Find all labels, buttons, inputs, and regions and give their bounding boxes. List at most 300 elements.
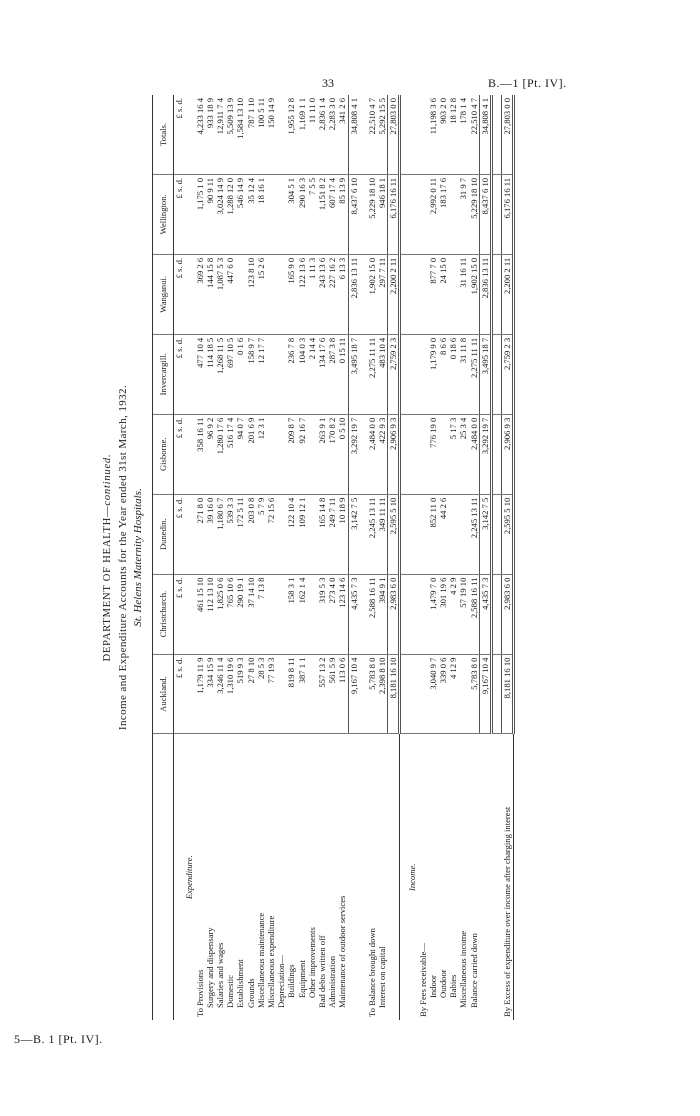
- amount-cell: [235, 254, 245, 334]
- column-header: Wanganui.: [153, 254, 174, 334]
- amount-cell: 1,479 7 0: [428, 574, 438, 654]
- spacer-cell: [359, 574, 367, 654]
- amount-cell: 172 5 11: [235, 494, 245, 574]
- column-header: [153, 734, 174, 1020]
- amount-cell: 6,176 16 11: [388, 174, 400, 254]
- spacer-cell: [184, 334, 194, 414]
- amount-cell: 4 2 9: [448, 574, 458, 654]
- report-subtitle: St. Helens Maternity Hospitals.: [132, 488, 144, 627]
- amount-cell: 776 19 0: [428, 414, 438, 494]
- heading-block: [100, 95, 144, 1020]
- column-header: Totals.: [153, 95, 174, 174]
- spacer-cell: [407, 174, 417, 254]
- amount-cell: 2,283 3 0: [327, 95, 337, 174]
- accounts-table: [152, 95, 515, 1020]
- amount-cell: 134 17 6: [317, 334, 327, 414]
- amount-cell: 123 8 10: [246, 254, 256, 334]
- amount-cell: 1,179 11 9: [195, 654, 205, 734]
- spacer-cell: [407, 414, 417, 494]
- spacer-cell: [492, 254, 502, 334]
- amount-cell: 37 14 10: [246, 574, 256, 654]
- spacer-cell: [492, 95, 502, 174]
- amount-cell: [266, 174, 276, 254]
- amount-cell: 341 2 6: [337, 95, 348, 174]
- amount-cell: 72 15 6: [266, 494, 276, 574]
- row-label: Surgery and dispensary: [204, 927, 215, 1008]
- income-heading: Income.: [407, 863, 418, 891]
- column-header: Auckland.: [153, 654, 174, 734]
- amount-cell: 2,275 11 11: [469, 334, 480, 414]
- amount-cell: 3,040 9 7: [428, 654, 438, 734]
- amount-cell: 236 7 8: [286, 334, 296, 414]
- amount-cell: 1,280 17 6: [215, 414, 225, 494]
- amount-cell: 1,902 15 0: [367, 254, 377, 334]
- income-total-row: [479, 95, 491, 1020]
- amount-cell: 1,825 0 6: [215, 574, 225, 654]
- amount-cell: [418, 654, 428, 734]
- spacer-cell: [407, 95, 417, 174]
- expenditure-row: [225, 95, 235, 1020]
- amount-cell: 34,808 4 1: [348, 95, 359, 174]
- amount-cell: 369 2 6: [195, 254, 205, 334]
- spacer-row: [359, 95, 367, 1020]
- amount-cell: 27 8 10: [246, 654, 256, 734]
- expenditure-heading: Expenditure.: [184, 855, 195, 900]
- expenditure-row: [215, 95, 225, 1020]
- spacer-cell: [184, 654, 194, 734]
- amount-cell: 557 13 2: [317, 654, 327, 734]
- amount-cell: 946 18 1: [377, 174, 388, 254]
- amount-cell: 5,783 8 0: [469, 654, 480, 734]
- amount-cell: 290 19 1: [235, 574, 245, 654]
- amount-cell: 4,233 16 4: [195, 95, 205, 174]
- amount-cell: 31 16 11: [458, 254, 468, 334]
- amount-cell: 77 19 3: [266, 654, 276, 734]
- amount-cell: 334 15 9: [205, 654, 215, 734]
- amount-cell: 933 18 9: [205, 95, 215, 174]
- amount-cell: 5,229 18 10: [469, 174, 480, 254]
- column-header: Gisborne.: [153, 414, 174, 494]
- amount-cell: 0 15 11: [337, 334, 348, 414]
- amount-cell: 263 9 1: [317, 414, 327, 494]
- amount-cell: 1 11 3: [307, 254, 317, 334]
- row-label: Maintenance of outdoor services: [337, 895, 348, 1008]
- units-cell: £ s. d.: [174, 334, 185, 414]
- amount-cell: 5,509 13 9: [225, 95, 235, 174]
- amount-cell: 2,275 11 11: [367, 334, 377, 414]
- amount-cell: 0 5 10: [337, 414, 348, 494]
- amount-cell: 546 14 9: [235, 174, 245, 254]
- spacer-cell: [407, 254, 417, 334]
- spacer-cell: [184, 414, 194, 494]
- row-label: Miscellaneous expenditure: [266, 915, 277, 1008]
- amount-cell: 516 17 4: [225, 414, 235, 494]
- expenditure-row: [256, 95, 266, 1020]
- amount-cell: 3,024 14 9: [215, 174, 225, 254]
- amount-cell: 31 9 7: [458, 174, 468, 254]
- amount-cell: 461 15 10: [195, 574, 205, 654]
- amount-cell: [448, 494, 458, 574]
- amount-cell: 3,142 7 5: [348, 494, 359, 574]
- amount-cell: 25 3 4: [458, 414, 468, 494]
- amount-cell: [307, 574, 317, 654]
- row-label: Outdoor: [438, 969, 449, 998]
- amount-cell: 92 16 7: [297, 414, 307, 494]
- spacer-cell: [400, 174, 408, 254]
- balance-total-row: [388, 95, 400, 1020]
- amount-cell: 819 8 11: [286, 654, 296, 734]
- amount-cell: 5,229 18 10: [367, 174, 377, 254]
- amount-cell: 165 9 0: [286, 254, 296, 334]
- amount-cell: [307, 654, 317, 734]
- column-header: Wellington.: [153, 174, 174, 254]
- amount-cell: 394 9 1: [377, 574, 388, 654]
- amount-cell: 2,588 16 11: [367, 574, 377, 654]
- expenditure-row: [276, 95, 286, 1020]
- units-cell: £ s. d.: [174, 95, 185, 174]
- spacer-cell: [407, 334, 417, 414]
- spacer-cell: [492, 574, 502, 654]
- amount-cell: 5,783 8 0: [367, 654, 377, 734]
- amount-cell: 90 9 11: [205, 174, 215, 254]
- income-row: [458, 95, 468, 1020]
- row-label: Interest on capital: [377, 946, 388, 1008]
- amount-cell: 8,181 16 10: [502, 654, 514, 734]
- row-label: Domestic: [225, 975, 236, 1008]
- amount-cell: 483 10 4: [377, 334, 388, 414]
- amount-cell: 94 0 7: [235, 414, 245, 494]
- amount-cell: [266, 414, 276, 494]
- amount-cell: 1,902 15 0: [469, 254, 480, 334]
- page-number: 33: [322, 76, 334, 90]
- row-label: Administration: [327, 955, 338, 1008]
- row-label: [388, 734, 400, 1020]
- amount-cell: 104 0 3: [297, 334, 307, 414]
- units-cell: £ s. d.: [174, 414, 185, 494]
- amount-cell: 27,803 0 0: [388, 95, 400, 174]
- amount-cell: 201 6 9: [246, 414, 256, 494]
- row-label: By Excess of expenditure over income after charging interest: [502, 734, 514, 1020]
- amount-cell: 9,167 10 4: [479, 654, 491, 734]
- amount-cell: [418, 574, 428, 654]
- balance-row: [367, 95, 377, 1020]
- amount-cell: 8,181 16 10: [388, 654, 400, 734]
- amount-cell: 358 16 11: [195, 414, 205, 494]
- spacer-cell: [184, 254, 194, 334]
- amount-cell: 178 1 4: [458, 95, 468, 174]
- units-label: [174, 734, 185, 1020]
- amount-cell: 44 2 6: [438, 494, 448, 574]
- spacer-cell: [400, 254, 408, 334]
- amount-cell: 2,906 9 3: [502, 414, 514, 494]
- row-label: To Balance brought down: [366, 928, 377, 1017]
- row-label: Miscellaneous income: [458, 930, 469, 1008]
- income-heading-row: [407, 95, 417, 1020]
- amount-cell: [448, 254, 458, 334]
- spacer-cell: [492, 334, 502, 414]
- amount-cell: [458, 654, 468, 734]
- row-label: Equipment: [296, 960, 307, 998]
- continued-label: continued.: [102, 453, 113, 506]
- column-header-row: [153, 95, 174, 1020]
- row-label: [348, 734, 359, 1020]
- amount-cell: 28 5 3: [256, 654, 266, 734]
- amount-cell: 112 13 10: [205, 574, 215, 654]
- amount-cell: 0 18 6: [448, 334, 458, 414]
- amount-cell: 301 19 6: [438, 574, 448, 654]
- amount-cell: 1,175 1 0: [195, 174, 205, 254]
- amount-cell: [276, 414, 286, 494]
- amount-cell: 697 10 5: [225, 334, 235, 414]
- amount-cell: 34,808 4 1: [479, 95, 491, 174]
- amount-cell: 1,180 6 7: [215, 494, 225, 574]
- amount-cell: 113 0 6: [337, 654, 348, 734]
- amount-cell: 18 16 1: [256, 174, 266, 254]
- units-cell: £ s. d.: [174, 174, 185, 254]
- amount-cell: [418, 254, 428, 334]
- amount-cell: 0 1 6: [235, 334, 245, 414]
- amount-cell: 11 11 0: [307, 95, 317, 174]
- amount-cell: 100 5 11: [256, 95, 266, 174]
- amount-cell: 349 11 11: [377, 494, 388, 574]
- row-label: By Fees receivable—: [417, 943, 428, 1017]
- units-cell: £ s. d.: [174, 574, 185, 654]
- amount-cell: 5 17 3: [448, 414, 458, 494]
- amount-cell: [307, 494, 317, 574]
- spacer-cell: [359, 174, 367, 254]
- row-label: [479, 734, 491, 1020]
- amount-cell: 539 3 3: [225, 494, 235, 574]
- amount-cell: 387 1 1: [297, 654, 307, 734]
- income-row: [469, 95, 480, 1020]
- amount-cell: [458, 494, 468, 574]
- column-header: Christchurch.: [153, 574, 174, 654]
- amount-cell: [276, 334, 286, 414]
- expenditure-row: [327, 95, 337, 1020]
- spacer-row: [400, 95, 408, 1020]
- expenditure-row: [266, 95, 276, 1020]
- amount-cell: 787 1 10: [246, 95, 256, 174]
- expenditure-row: [195, 95, 205, 1020]
- amount-cell: 22,510 4 7: [469, 95, 480, 174]
- amount-cell: 1,310 19 6: [225, 654, 235, 734]
- amount-cell: 249 7 11: [327, 494, 337, 574]
- amount-cell: 5,292 15 5: [377, 95, 388, 174]
- spacer-cell: [400, 334, 408, 414]
- amount-cell: 150 14 9: [266, 95, 276, 174]
- column-header: Dunedin.: [153, 494, 174, 574]
- expenditure-row: [337, 95, 348, 1020]
- amount-cell: [418, 174, 428, 254]
- spacer-cell: [359, 254, 367, 334]
- spacer-cell: [407, 574, 417, 654]
- amount-cell: 170 8 2: [327, 414, 337, 494]
- row-label: Babies: [448, 974, 459, 998]
- amount-cell: 2,588 16 11: [469, 574, 480, 654]
- amount-cell: 6 13 3: [337, 254, 348, 334]
- income-row: [438, 95, 448, 1020]
- amount-cell: 12 3 1: [256, 414, 266, 494]
- amount-cell: 35 12 4: [246, 174, 256, 254]
- amount-cell: 7 5 5: [307, 174, 317, 254]
- row-label: Other improvements: [306, 927, 317, 998]
- amount-cell: 8 6 6: [438, 334, 448, 414]
- units-cell: £ s. d.: [174, 654, 185, 734]
- amount-cell: 162 1 4: [297, 574, 307, 654]
- amount-cell: 3,142 7 5: [479, 494, 491, 574]
- amount-cell: 519 9 3: [235, 654, 245, 734]
- amount-cell: [438, 414, 448, 494]
- amount-cell: 227 16 2: [327, 254, 337, 334]
- amount-cell: 27,803 0 0: [502, 95, 514, 174]
- amount-cell: 477 10 4: [195, 334, 205, 414]
- spacer-cell: [492, 174, 502, 254]
- units-cell: £ s. d.: [174, 254, 185, 334]
- department-title: [102, 95, 113, 1020]
- amount-cell: 96 9 2: [205, 414, 215, 494]
- amount-cell: [276, 574, 286, 654]
- row-label: Grounds: [245, 978, 256, 1008]
- amount-cell: 15 2 6: [256, 254, 266, 334]
- spacer-cell: [400, 574, 408, 654]
- income-row: [418, 95, 428, 1020]
- amount-cell: 1,151 8 2: [317, 174, 327, 254]
- amount-cell: 39 16 0: [205, 494, 215, 574]
- amount-cell: 31 11 8: [458, 334, 468, 414]
- row-label: Depreciation—: [276, 955, 287, 1008]
- amount-cell: [266, 574, 276, 654]
- amount-cell: 22,510 4 7: [367, 95, 377, 174]
- spacer-cell: [359, 334, 367, 414]
- amount-cell: 9,167 10 4: [348, 654, 359, 734]
- spacer-cell: [359, 494, 367, 574]
- spacer-cell: [407, 494, 417, 574]
- spacer-cell: [184, 174, 194, 254]
- amount-cell: 2,398 8 10: [377, 654, 388, 734]
- amount-cell: 903 2 0: [438, 95, 448, 174]
- amount-cell: 3,495 18 7: [479, 334, 491, 414]
- amount-cell: 203 0 8: [246, 494, 256, 574]
- amount-cell: 2,836 13 11: [479, 254, 491, 334]
- expenditure-row: [307, 95, 317, 1020]
- amount-cell: 304 5 1: [286, 174, 296, 254]
- amount-cell: 6,176 16 11: [502, 174, 514, 254]
- amount-cell: [418, 334, 428, 414]
- spacer-cell: [400, 95, 408, 174]
- amount-cell: 2,759 2 3: [502, 334, 514, 414]
- amount-cell: 209 8 7: [286, 414, 296, 494]
- amount-cell: 561 5 9: [327, 654, 337, 734]
- amount-cell: 2,992 0 11: [428, 174, 438, 254]
- amount-cell: 109 12 1: [297, 494, 307, 574]
- amount-cell: 4,435 7 3: [348, 574, 359, 654]
- amount-cell: 183 17 6: [438, 174, 448, 254]
- amount-cell: 243 13 6: [317, 254, 327, 334]
- amount-cell: 2,484 0 0: [367, 414, 377, 494]
- spacer-cell: [492, 494, 502, 574]
- amount-cell: 2,836 1 4: [317, 95, 327, 174]
- expenditure-row: [205, 95, 215, 1020]
- amount-cell: [418, 414, 428, 494]
- amount-cell: 11,198 3 6: [428, 95, 438, 174]
- spacer-cell: [184, 574, 194, 654]
- row-label: Salaries and wages: [215, 942, 226, 1008]
- amount-cell: 2,983 6 0: [388, 574, 400, 654]
- spacer-cell: [359, 734, 367, 1020]
- amount-cell: 4,435 7 3: [479, 574, 491, 654]
- amount-cell: 2,759 2 3: [388, 334, 400, 414]
- amount-cell: 165 14 8: [317, 494, 327, 574]
- amount-cell: [307, 414, 317, 494]
- amount-cell: 7 13 8: [256, 574, 266, 654]
- amount-cell: [276, 494, 286, 574]
- amount-cell: 2 14 4: [307, 334, 317, 414]
- amount-cell: 1,087 5 3: [215, 254, 225, 334]
- amount-cell: [418, 95, 428, 174]
- units-row: [174, 95, 185, 1020]
- amount-cell: 114 18 5: [205, 334, 215, 414]
- amount-cell: 2,200 2 11: [502, 254, 514, 334]
- spacer-cell: [359, 414, 367, 494]
- expenditure-row: [317, 95, 327, 1020]
- rotated-content: [100, 95, 560, 1020]
- amount-cell: 287 3 8: [327, 334, 337, 414]
- amount-cell: 1,169 1 1: [297, 95, 307, 174]
- spacer-cell: [407, 654, 417, 734]
- expenditure-row: [297, 95, 307, 1020]
- amount-cell: 85 13 9: [337, 174, 348, 254]
- amount-cell: [276, 254, 286, 334]
- amount-cell: 24 15 0: [438, 254, 448, 334]
- spacer-cell: [359, 654, 367, 734]
- amount-cell: 2,906 9 3: [388, 414, 400, 494]
- spacer-cell: [492, 654, 502, 734]
- amount-cell: 447 6 0: [225, 254, 235, 334]
- amount-cell: 122 10 4: [286, 494, 296, 574]
- spacer-row: [492, 95, 502, 1020]
- amount-cell: 144 15 8: [205, 254, 215, 334]
- units-cell: £ s. d.: [174, 494, 185, 574]
- balance-row: [377, 95, 388, 1020]
- row-label: Buildings: [286, 964, 297, 998]
- row-label: Balance carried down: [468, 933, 479, 1008]
- amount-cell: [418, 494, 428, 574]
- amount-cell: 290 16 3: [297, 174, 307, 254]
- amount-cell: 339 0 6: [438, 654, 448, 734]
- amount-cell: 123 14 6: [337, 574, 348, 654]
- expenditure-row: [246, 95, 256, 1020]
- amount-cell: 2,245 13 11: [367, 494, 377, 574]
- spacer-cell: [492, 414, 502, 494]
- amount-cell: 3,292 19 7: [479, 414, 491, 494]
- row-label: Establishment: [235, 959, 246, 1008]
- spacer-cell: [184, 95, 194, 174]
- amount-cell: 8,437 6 10: [348, 174, 359, 254]
- amount-cell: 1,288 12 0: [225, 174, 235, 254]
- expenditure-row: [286, 95, 296, 1020]
- expenditure-heading-row: [184, 95, 194, 1020]
- amount-cell: 2,595 5 10: [502, 494, 514, 574]
- amount-cell: 2,245 13 11: [469, 494, 480, 574]
- amount-cell: 3,495 18 7: [348, 334, 359, 414]
- document-reference-bottom: 5—B. 1 [Pt. IV].: [14, 1032, 103, 1046]
- spacer-cell: [400, 734, 408, 1020]
- amount-cell: 18 12 8: [448, 95, 458, 174]
- spacer-cell: [400, 414, 408, 494]
- amount-cell: 2,983 6 0: [502, 574, 514, 654]
- amount-cell: 852 11 0: [428, 494, 438, 574]
- amount-cell: 2,200 2 11: [388, 254, 400, 334]
